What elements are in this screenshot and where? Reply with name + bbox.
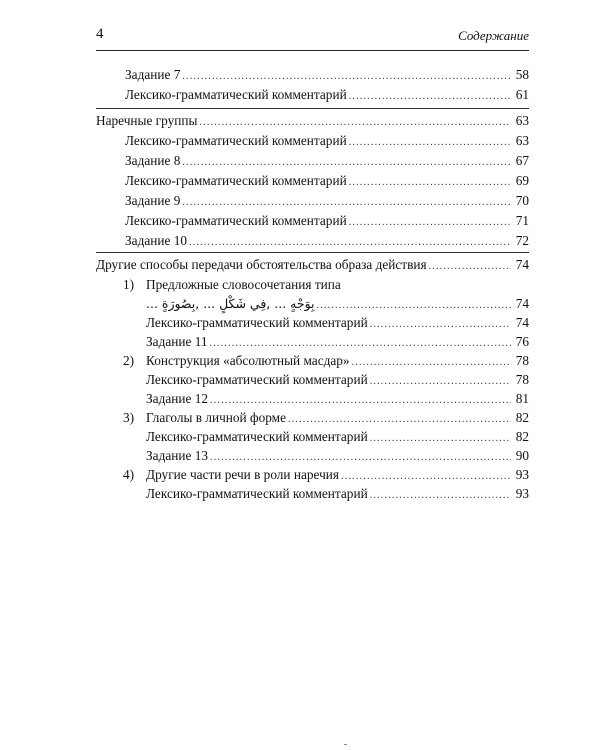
dot-leader (182, 68, 511, 86)
toc-entry-page: 74 (515, 296, 529, 311)
dot-leader (317, 297, 511, 315)
section-divider (96, 252, 529, 253)
dot-leader (210, 335, 512, 353)
toc-entry[interactable] (146, 352, 529, 370)
toc-entry-title: Глаголы в личной форме (146, 410, 286, 425)
dot-leader (349, 174, 511, 192)
toc-entry-page: 93 (515, 486, 529, 501)
toc-section[interactable] (96, 256, 529, 274)
toc-entry[interactable] (146, 333, 529, 351)
list-number: 3) (123, 410, 135, 425)
toc-entry[interactable] (146, 295, 529, 313)
list-number: 4) (123, 467, 135, 482)
toc-entry[interactable] (125, 132, 529, 150)
toc-entry[interactable] (125, 66, 529, 84)
toc-entry-title: Лексико-грамматический комментарий (146, 372, 368, 387)
toc-entry-page: 74 (515, 257, 529, 272)
toc-entry-page: 71 (515, 213, 529, 228)
toc-entry[interactable] (125, 232, 529, 250)
toc-entry-title: Лексико-грамматический комментарий (125, 87, 347, 102)
toc-entry[interactable] (125, 152, 529, 170)
scan-artifact (344, 744, 347, 745)
toc-entry-title: Лексико-грамматический комментарий (125, 213, 347, 228)
toc-entry-page: 76 (515, 334, 529, 349)
toc-section-title: Другие способы передачи обстоятельства образа действия (96, 257, 427, 272)
toc-entry-title: Лексико-грамматический комментарий (125, 173, 347, 188)
dot-leader (429, 258, 511, 276)
toc-entry-page: 90 (515, 448, 529, 463)
toc-entry-page: 58 (515, 67, 529, 82)
list-number: 1) (123, 277, 135, 292)
dot-leader (189, 234, 511, 252)
toc-entry-title: Лексико-грамматический комментарий (146, 315, 368, 330)
toc-entry-title: Задание 8 (125, 153, 181, 168)
section-divider (96, 108, 529, 109)
toc-section-title: Наречные группы (96, 113, 198, 128)
toc-entry-page: 78 (515, 372, 529, 387)
toc-entry-title: Задание 10 (125, 233, 187, 248)
toc-entry-title[interactable]: Предложные словосочетания типа (146, 277, 341, 292)
toc-entry[interactable] (146, 409, 529, 427)
toc-entry-title: Лексико-грамматический комментарий (146, 429, 368, 444)
list-number: 2) (123, 353, 135, 368)
toc-entry[interactable] (125, 192, 529, 210)
dot-leader (182, 194, 511, 212)
toc-entry-page: 63 (515, 133, 529, 148)
toc-entry[interactable] (146, 466, 529, 484)
dot-leader (182, 154, 511, 172)
toc-entry[interactable] (146, 371, 529, 389)
toc-entry-page: 93 (515, 467, 529, 482)
toc-entry-page: 69 (515, 173, 529, 188)
dot-leader (370, 373, 511, 391)
page-header (96, 26, 529, 51)
toc-entry-page: 67 (515, 153, 529, 168)
dot-leader (370, 487, 511, 505)
toc-section[interactable] (96, 112, 529, 130)
dot-leader (210, 392, 511, 410)
dot-leader (210, 449, 511, 467)
dot-leader (349, 88, 511, 106)
dot-leader (349, 134, 511, 152)
toc-entry-title: Задание 12 (146, 391, 208, 406)
toc-entry[interactable] (146, 485, 529, 503)
dot-leader (370, 430, 511, 448)
toc-entry[interactable] (146, 314, 529, 332)
dot-leader (370, 316, 511, 334)
toc-entry-page: 61 (515, 87, 529, 102)
toc-entry[interactable] (146, 428, 529, 446)
toc-entry[interactable] (146, 390, 529, 408)
toc-entry-title: Задание 7 (125, 67, 181, 82)
toc-entry-page: 70 (515, 193, 529, 208)
toc-entry[interactable] (125, 172, 529, 190)
dot-leader (288, 411, 511, 429)
toc-entry-page: 82 (515, 410, 529, 425)
toc-entry-page: 74 (515, 315, 529, 330)
toc-entry-page: 81 (515, 391, 529, 406)
toc-entry-page: 82 (515, 429, 529, 444)
toc-entry-page: 72 (515, 233, 529, 248)
toc-entry-title: Задание 11 (146, 334, 208, 349)
toc-entry-title: Лексико-грамматический комментарий (125, 133, 347, 148)
dot-leader (199, 114, 511, 132)
toc-entry-page: 63 (515, 113, 529, 128)
arabic-prepositional-phrases: بِوَجْهٍ ... ,فِي شَكْلٍ ... ,بِصُورَةٍ ... (146, 296, 315, 311)
running-head: Содержание (458, 28, 529, 43)
page-number: 4 (96, 26, 104, 42)
toc-entry-title: Лексико-грамматический комментарий (146, 486, 368, 501)
dot-leader (341, 468, 511, 486)
dot-leader (349, 214, 511, 232)
toc-entry-page: 78 (515, 353, 529, 368)
dot-leader (352, 354, 511, 372)
toc-entry-title: Конструкция «абсолютный масдар» (146, 353, 350, 368)
toc-entry-title: Задание 13 (146, 448, 208, 463)
toc-entry[interactable] (125, 86, 529, 104)
toc-entry-title: Другие части речи в роли наречия (146, 467, 340, 482)
toc-entry[interactable] (146, 447, 529, 465)
toc-entry[interactable] (125, 212, 529, 230)
toc-entry-title: Задание 9 (125, 193, 181, 208)
